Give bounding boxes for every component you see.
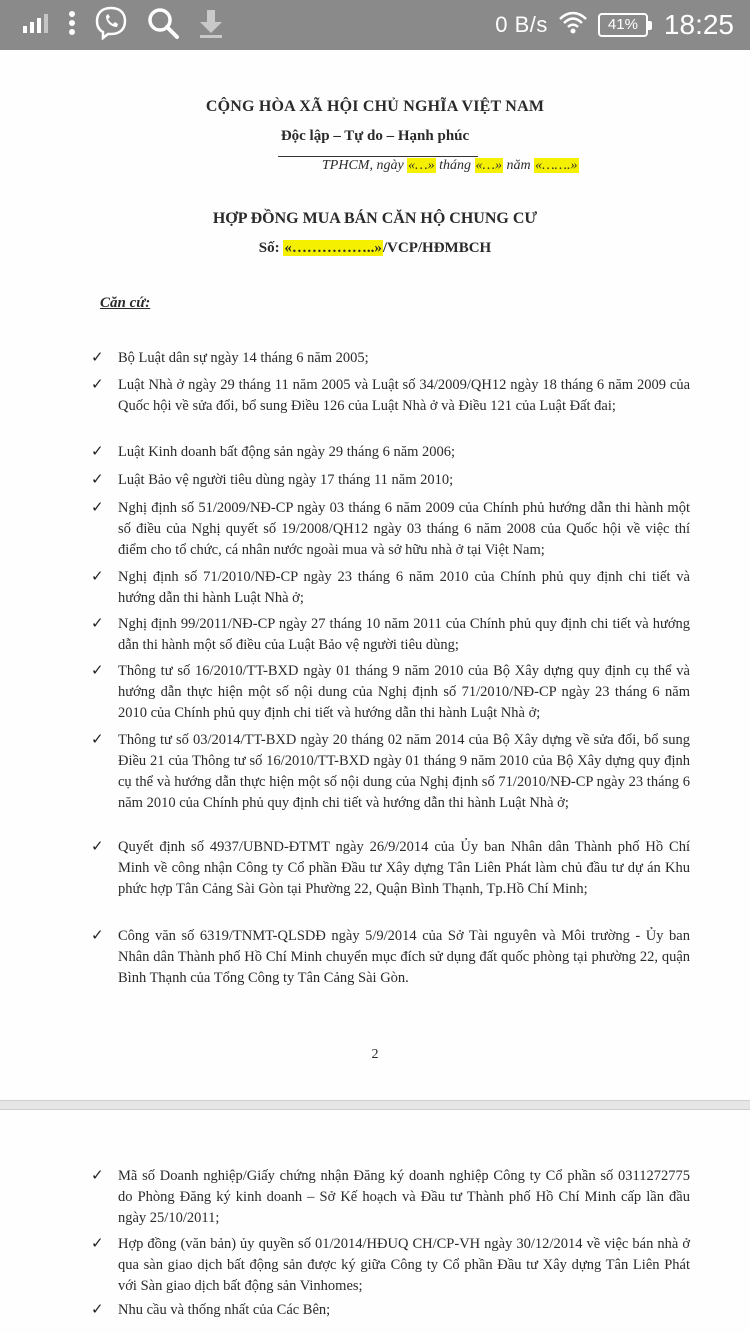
check-icon: ✓ <box>91 616 104 632</box>
network-speed: 0 B/s <box>495 12 548 37</box>
status-bar <box>0 0 750 50</box>
check-icon: ✓ <box>91 663 104 679</box>
list-item: ✓ Luật Nhà ở ngày 29 tháng 11 năm 2005 và Luật số 34/2009/QH12 ngày 18 tháng 6 năm 2009 của Quốc hội về sửa đổi, bổ sung Điều 126 của Luật Nhà ở và Điều 121 của Luật Đất đai; <box>91 377 690 414</box>
contract-number-suffix: /VCP/HĐMBCH <box>382 240 492 256</box>
dateline-year: «…….» <box>535 158 578 173</box>
check-icon: ✓ <box>91 1302 104 1318</box>
check-icon: ✓ <box>91 1168 104 1184</box>
document-page-1 <box>0 50 750 1100</box>
national-motto: Độc lập – Tự do – Hạnh phúc <box>280 128 470 144</box>
search-icon <box>146 6 180 45</box>
contract-number <box>0 240 750 257</box>
list-item: ✓ Mã số Doanh nghiệp/Giấy chứng nhận Đăng ký doanh nghiệp Công ty Cổ phần số 0311272775 do Phòng Đăng ký kinh doanh – Sở Kế hoạch và Đầu tư Thành phố Hồ Chí Minh cấp lần đầu ngày 25/10/2011; <box>91 1168 690 1226</box>
page-separator <box>0 1100 750 1110</box>
check-icon: ✓ <box>91 1236 104 1252</box>
check-icon: ✓ <box>91 569 104 585</box>
check-icon: ✓ <box>91 472 104 488</box>
dateline-year-label: năm <box>506 158 531 173</box>
contract-number-value: «……………..» <box>284 240 382 256</box>
check-icon: ✓ <box>91 928 104 944</box>
list-item: ✓ Nghị định 99/2011/NĐ-CP ngày 27 tháng 10 năm 2011 của Chính phủ quy định chi tiết và hướng dẫn thi hành một số điều của Luật Bảo vệ người tiêu dùng; <box>91 616 690 653</box>
download-icon <box>198 8 224 43</box>
contract-number-label: Số: <box>258 240 280 256</box>
check-icon: ✓ <box>91 350 104 366</box>
status-left-icons <box>22 8 224 42</box>
list-item: ✓ Nghị định số 71/2010/NĐ-CP ngày 23 tháng 6 năm 2010 của Chính phủ quy định chi tiết và hướng dẫn thi hành Luật Nhà ở; <box>91 569 690 606</box>
wifi-icon <box>558 11 588 40</box>
viber-icon <box>94 6 128 45</box>
signal-icon <box>22 12 50 39</box>
list-item: ✓ Nhu cầu và thống nhất của Các Bên; <box>118 1300 690 1321</box>
list-item: ✓ Luật Bảo vệ người tiêu dùng ngày 17 tháng 11 năm 2010; <box>118 470 690 491</box>
check-icon: ✓ <box>91 732 104 748</box>
more-icon[interactable] <box>68 10 76 41</box>
dateline-month: «…» <box>475 158 502 173</box>
list-item: ✓ Thông tư số 16/2010/TT-BXD ngày 01 tháng 9 năm 2010 của Bộ Xây dựng quy định cụ thể và hướng dẫn thực hiện một số nội dung của Nghị định số 71/2010/NĐ-CP ngày 23 tháng 6 năm 2010 của Chính phủ quy định chi tiết và hướng dẫn thi hành Luật Nhà ở; <box>91 663 690 721</box>
national-title: CỘNG HÒA XÃ HỘI CHỦ NGHĨA VIỆT NAM <box>205 98 545 115</box>
basis-heading: Căn cứ: <box>100 295 151 311</box>
document-page-2 <box>0 1110 750 1333</box>
list-item: ✓ Thông tư số 03/2014/TT-BXD ngày 20 tháng 02 năm 2014 của Bộ Xây dựng về sửa đổi, bổ sung Điều 21 của Thông tư số 16/2010/TT-BXD ngày 01 tháng 9 năm 2010 của Bộ Xây dựng quy định cụ thể và hướng dẫn thực hiện một số nội dung của Nghị định số 71/2010/NĐ-CP ngày 23 tháng 6 năm 2010 của Chính phủ quy định chi tiết và hướng dẫn thi hành Luật Nhà ở; <box>91 732 690 811</box>
status-right <box>495 6 734 44</box>
check-icon: ✓ <box>91 500 104 516</box>
dateline <box>322 158 579 174</box>
list-item: ✓ Quyết định số 4937/UBND-ĐTMT ngày 26/9/2014 của Ủy ban Nhân dân Thành phố Hồ Chí Minh về công nhận Công ty Cổ phần Đầu tư Xây dựng Tân Liên Phát làm chủ đầu tư dự án Khu phức hợp Tân Cảng Sài Gòn tại Phường 22, Quận Bình Thạnh, Tp.Hồ Chí Minh; <box>91 839 690 897</box>
motto-divider <box>278 156 478 157</box>
page-number: 2 <box>371 1047 379 1062</box>
list-item: ✓ Bộ Luật dân sự ngày 14 tháng 6 năm 2005; <box>118 348 690 369</box>
dateline-month-label: tháng <box>439 158 472 173</box>
contract-title: HỢP ĐỒNG MUA BÁN CĂN HỘ CHUNG CƯ <box>212 210 538 227</box>
dateline-place: TPHCM, ngày <box>322 158 404 173</box>
check-icon: ✓ <box>91 377 104 393</box>
list-item: ✓ Nghị định số 51/2009/NĐ-CP ngày 03 tháng 6 năm 2009 của Chính phủ hướng dẫn thi hành một số điều của Nghị quyết số 19/2008/QH12 ngày 03 tháng 6 năm 2008 của Quốc hội về việc thí điểm cho tổ chức, cá nhân nước ngoài mua và sở hữu nhà ở tại Việt Nam; <box>91 500 690 558</box>
check-icon: ✓ <box>91 839 104 855</box>
clock: 18:25 <box>663 9 734 40</box>
dateline-day: «…» <box>408 158 435 173</box>
battery-icon: 41% <box>598 13 648 37</box>
check-icon: ✓ <box>91 444 104 460</box>
list-item: ✓ Luật Kinh doanh bất động sản ngày 29 tháng 6 năm 2006; <box>118 442 690 463</box>
list-item: ✓ Hợp đồng (văn bản) ủy quyền số 01/2014/HĐUQ CH/CP-VH ngày 30/12/2014 về việc bán nhà ở qua sàn giao dịch bất động sản được ký giữa Công ty Cổ phần Đầu tư Xây dựng Tân Liên Phát với Sàn giao dịch bất động sản Vinhomes; <box>91 1236 690 1294</box>
list-item: ✓ Công văn số 6319/TNMT-QLSDĐ ngày 5/9/2014 của Sở Tài nguyên và Môi trường - Ủy ban Nhân dân Thành phố Hồ Chí Minh chuyển mục đích sử dụng đất quốc phòng tại phường 22, quận Bình Thạnh của Tổng Công ty Tân Cảng Sài Gòn. <box>91 928 690 986</box>
